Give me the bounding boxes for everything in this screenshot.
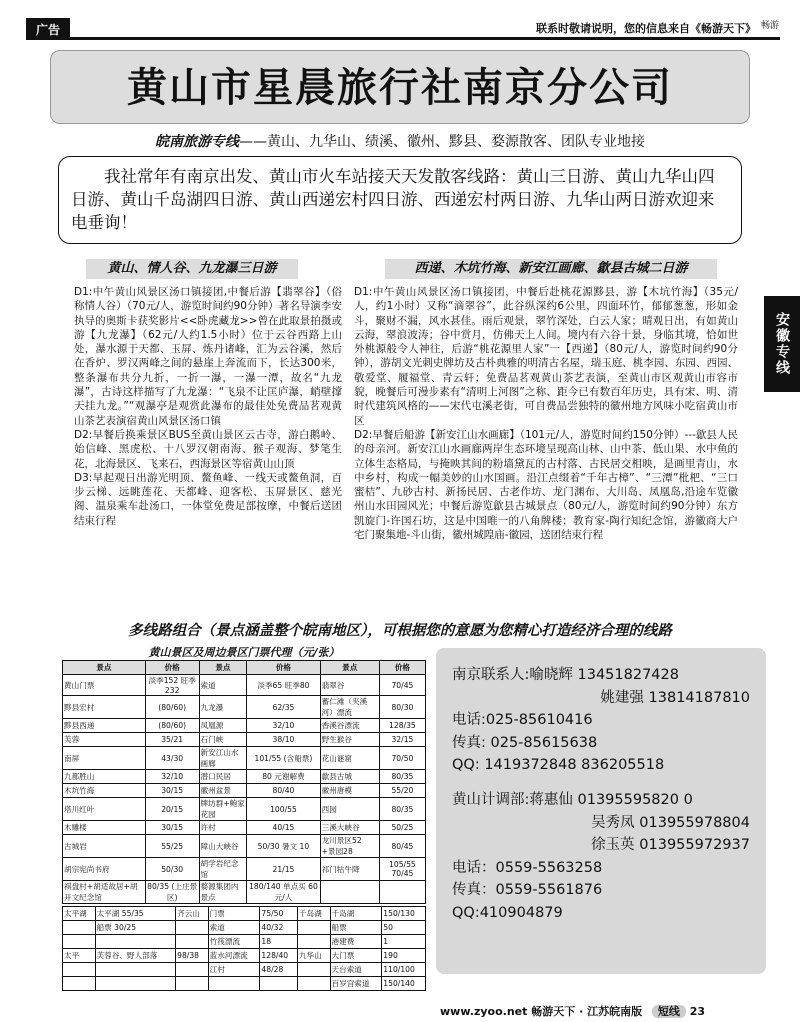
table-row [63, 784, 426, 798]
table-cell: 港建费 [330, 935, 382, 949]
table-row [63, 881, 426, 904]
table-cell: 祺盘村+胡适故居+胡开文纪念馆 [63, 881, 146, 904]
table-row [63, 719, 426, 733]
table-cell: 43/30 [145, 747, 199, 770]
route1-day1: D1:中午黄山风景区汤口镇接团,中餐后游【翡翠谷】（俗称情人谷）（70元/人，游览时间约90分钟）著名导演李安执导的奥斯卡获奖影片<<卧虎藏龙>>曾在此取景拍摄或游【九龙瀑】（62元/人约1.5小时）位于云谷西路上山处，瀑水源于天都、玉屏、炼丹诸峰，汇为云谷溪，然后在香炉、罗汉两峰之间的悬崖上奔流而下，长达300米，整条瀑布共分九折，一折一瀑，一瀑一潭，故名“九龙瀑”，古诗这样描写了九龙瀑：“飞泉不让匡庐瀑，峭壁撑天挂九龙。”“观瀑亭是观赏此瀑布的最佳处免费品茗观黄山茶艺表演宿黄山风景区汤口镇 [74, 286, 342, 427]
table-cell: 船票 [330, 921, 382, 935]
brand-logo-icon: 畅游 [760, 21, 779, 31]
table-cell: 九都胜山 [63, 770, 146, 784]
table-row [63, 696, 426, 719]
route2-day1: D1:中午黄山风景区汤口镇接团，中餐后赴桃花源黟县，游【木坑竹海】（35元/人，约1小时）又称“滴翠谷”，此谷纵深约6公里，四面环竹，郁郁葱葱，形如金斗，聚财不漏，风水甚佳。雨后观景，翠竹深处，白云人家；晴观日出，有如黄山云海，翠浪波涛；谷中赏月，仿佛天上人间。境内有六谷十景，身临其境，恰如世外桃源般令人神往，后游“桃花源里人家”一【西递】（80元/人，游览时间约90分钟），游胡文光刺史牌坊及古朴典雅的明清古名屋，瑞玉庭、桃李园、东园、西园、敬爱堂、履福堂、青云轩；免费品茗观黄山茶艺表演，至黄山市区观黄山市容市貌，晚餐后可漫步素有“清明上河图”之称、距今已有数百年历史，具有宋、明、清时代建筑风格的——宋代屯溪老街，可自费品尝独特的徽州地方风味小吃宿黄山市区 [354, 286, 738, 427]
subtitle [0, 131, 800, 151]
table-cell: 50/25 [379, 821, 425, 835]
hs-contact-3: 徐玉英 013955972937 [591, 837, 750, 854]
table-cell: 21/15 [247, 858, 320, 881]
table-cell: 徽州唐模 [320, 784, 379, 798]
table-cell: 千岛湖 [297, 907, 330, 921]
table-cell: 105/55 70/45 [379, 858, 425, 881]
route2-column [354, 285, 738, 542]
table-cell: 100/55 [247, 798, 320, 821]
table-cell: 128/40 [260, 949, 298, 963]
intro-box [58, 156, 742, 244]
ticket-table-extra [62, 906, 426, 991]
table-cell [63, 977, 96, 991]
table-row [63, 935, 426, 949]
table-cell: 70/45 [379, 675, 425, 696]
table-cell: 芙蓉谷、野人部落 [95, 949, 176, 963]
table-cell: 20/15 [145, 798, 199, 821]
header-note: 联系时敬请说明，您的信息来自《畅游天下》 [536, 22, 756, 35]
table-cell: 32/15 [379, 733, 425, 747]
table-cell: 80 元谢解费 [247, 770, 320, 784]
table-cell: 75/50 [260, 907, 298, 921]
table-cell: 齐云山 [176, 907, 209, 921]
table-cell: 歙县古城 [320, 770, 379, 784]
table-cell: 索道 [208, 921, 260, 935]
page-title: 黄山市星晨旅行社南京分公司 [50, 50, 750, 124]
table-cell: 80/35 [379, 770, 425, 784]
table-cell: 黟县宏村 [63, 696, 146, 719]
table-cell [63, 921, 96, 935]
table-cell: 30/15 [145, 821, 199, 835]
table-cell: (80/60) [145, 719, 199, 733]
nj-qq: QQ: 1419372848 836205518 [452, 757, 665, 774]
table-row [63, 963, 426, 977]
table-cell: 80/40 [247, 784, 320, 798]
table-cell: 竹筏漂流 [208, 935, 260, 949]
table-cell: 110/100 [382, 963, 426, 977]
nj-tel: 电话:025-85610416 [452, 712, 593, 729]
hs-fax: 传真：0559-5561876 [452, 882, 603, 899]
table-cell: 55/20 [379, 784, 425, 798]
table-cell: 35/21 [145, 733, 199, 747]
table-cell: 38/10 [247, 733, 320, 747]
table-header-cell: 价格 [145, 661, 199, 675]
table-cell: 船票 30/25 [95, 921, 176, 935]
table-row [63, 921, 426, 935]
table-cell: 九龙瀑 [199, 696, 247, 719]
table-cell: 九华山 [297, 949, 330, 963]
route1-column [74, 285, 342, 528]
table-cell: 牌坊群+鲍家花园 [200, 799, 245, 819]
route1-day2: D2:早餐后换乘景区BUS至黄山景区云古寺，游白鹅岭、始信峰、黑虎松、十八罗汉朝南海、猴子观海、梦笔生花，北海景区、飞来石，西海景区等宿黄山山顶 [74, 428, 342, 470]
table-cell: 新安江山水画廊 [199, 747, 247, 770]
table-cell: 55/25 [145, 835, 199, 858]
table-cell: 天台索道 [330, 963, 382, 977]
table-cell: 障山大峡谷 [199, 835, 247, 858]
table-row [63, 949, 426, 963]
table-cell: 翡翠谷 [320, 675, 379, 696]
subtitle-label: 皖南旅游专线 [155, 134, 239, 150]
table-cell: 80/35 (上庄景区) [147, 882, 198, 902]
table-row [63, 733, 426, 747]
table-cell: 野生猴谷 [320, 733, 379, 747]
table-cell: 太平 [63, 949, 96, 963]
table-cell: 许村 [199, 821, 247, 835]
table-cell: 32/10 [247, 719, 320, 733]
table-cell: 百岁宫索道 [330, 977, 382, 991]
table-cell: 潜口民居 [199, 770, 247, 784]
nj-contact: 南京联系人:喻晓辉 13451827428 [452, 667, 679, 683]
table-cell: (80/60) [145, 696, 199, 719]
subtitle-rest: ——黄山、九华山、绩溪、徽州、黟县、婺源散客、团队专业地接 [239, 134, 645, 150]
table-cell [176, 921, 209, 935]
table-cell: 千岛湖 [330, 907, 382, 921]
table-row [63, 770, 426, 784]
table-cell [176, 935, 209, 949]
hs-contact: 黄山计调部:蒋惠仙 01395595820 0 [452, 791, 693, 808]
table-cell: 婺源集团内景点 [199, 881, 247, 904]
table-row [63, 821, 426, 835]
table-cell: 西园 [320, 798, 379, 821]
hs-tel: 电话：0559-5563258 [452, 859, 603, 876]
table-cell: 淡季65 旺季80 [247, 675, 320, 696]
table-cell: 祁门牯牛降 [320, 858, 379, 881]
table-row [63, 798, 426, 821]
table-header-row [63, 661, 426, 675]
footer-section: 短线 [652, 1005, 686, 1018]
table-cell: 塔川红叶 [63, 798, 146, 821]
table-row [63, 675, 426, 696]
footer-url[interactable]: www.zyoo.net [440, 1005, 528, 1018]
table-cell: 50/30 暑文 10 [247, 835, 320, 858]
footer [440, 1003, 705, 1019]
route1-day3: D3:早起观日出游光明顶、鳌鱼峰、一线天或鳌鱼洞，百步云梯、远眺莲花、天都峰、迎客松、玉屏景区、慈光阁、温泉乘车赴汤口，一体堂免费足部按摩，中餐后送团结束行程 [74, 471, 342, 527]
table-cell: 18 [260, 935, 298, 949]
table-cell: 蓝水河漂流 [208, 949, 260, 963]
table-cell: 50/30 [145, 858, 199, 881]
side-tab: 安徽专线 [764, 296, 800, 392]
table-cell: 黟县西递 [63, 719, 146, 733]
route1-heading: 黄山、情人谷、九龙瀑三日游 [86, 259, 298, 279]
table-cell: 30/15 [145, 784, 199, 798]
table-cell: 南屏 [63, 747, 146, 770]
table-header-cell: 价格 [379, 661, 425, 675]
intro-text: 我社常年有南京出发、黄山市火车站接天天发散客线路：黄山三日游、黄山九华山四日游、黄山千岛湖四日游、黄山西递宏村四日游、西递宏村两日游、九华山两日游欢迎来电垂询！ [71, 167, 715, 232]
table-cell: 太平湖 55/35 [95, 907, 176, 921]
table-header-cell: 景点 [320, 661, 379, 675]
table-row [63, 747, 426, 770]
ticket-table-box [62, 644, 426, 989]
table-cell: 木坑竹海 [63, 784, 146, 798]
route2-day2: D2:早餐后船游【新安江山水画廊】（101元/人，游览时间约150分钟）---歙县人民的母亲河。新安江山水画廊两岸生态环境呈现高山林、山中茶、低山果、水中鱼的立体生态格局，与掩映其间的粉墙黛瓦的古村落、古民居交相映，是画里青山，水中乡村，构成一幅美妙的山水国画。沿江点缀着“千年古樟”、“三潭”枇杷、“三口蜜桔”、九砂古村、新扬民居、古老作坊、龙门渊布、大川岛、凤凰岛,沿途车览徽州山水田园风光；中餐后游览歙县古城景点（80元/人，游览时间约90分钟）东方凯旋门-许国石坊，这是中国唯一的八角牌楼；教育家-陶行知纪念馆，游徽商大户宅门聚集地-斗山街，徽州城隍庙-徽园，送团结束行程 [354, 428, 738, 542]
ticket-table-title: 黄山景区及周边景区门票代理（元/张） [148, 646, 340, 659]
table-cell: 80/45 [379, 835, 425, 858]
table-cell: 48/28 [260, 963, 298, 977]
table-cell [379, 881, 425, 904]
table-cell: 索道 [199, 675, 247, 696]
table-cell [176, 977, 209, 991]
table-cell [297, 977, 330, 991]
table-cell: 180/140 单点买 60 元/人 [247, 881, 320, 904]
contact-box [436, 648, 766, 974]
route2-heading: 西递、木坑竹海、新安江画廊、歙县古城二日游 [385, 259, 717, 279]
nj-fax: 传真: 025-85615638 [452, 734, 598, 751]
ad-tag: 广告 [26, 18, 70, 37]
table-cell: 98/38 [176, 949, 209, 963]
table-cell: 128/35 [379, 719, 425, 733]
table-cell: 40/32 [260, 921, 298, 935]
table-cell [63, 935, 96, 949]
table-cell: 胡学岩纪念馆 [199, 858, 247, 881]
table-cell: 太平湖 [63, 907, 96, 921]
table-row [63, 858, 426, 881]
multi-line-banner: 多线路组合（景点涵盖整个皖南地区），可根据您的意愿为您精心打造经济合理的线路 [128, 623, 672, 639]
table-cell [320, 881, 379, 904]
table-cell: 32/10 [145, 770, 199, 784]
hs-contact-2: 吴秀凤 013955978804 [591, 814, 750, 831]
table-cell: 150/140 [382, 977, 426, 991]
footer-brand: 畅游天下 · 江苏皖南版 [531, 1005, 643, 1018]
table-cell [208, 977, 260, 991]
table-cell: 门票 [208, 907, 260, 921]
page-number: 23 [689, 1005, 706, 1018]
table-row [63, 835, 426, 858]
table-cell [63, 963, 96, 977]
table-row [63, 907, 426, 921]
table-cell: 1 [382, 935, 426, 949]
table-header-cell: 景点 [199, 661, 247, 675]
table-cell [260, 977, 298, 991]
table-cell: 淡季152 旺季232 [145, 675, 199, 696]
table-cell: 大门票 [330, 949, 382, 963]
hs-qq: QQ:410904879 [452, 904, 563, 921]
table-cell: 三溪大峡谷 [320, 821, 379, 835]
nj-contact-2: 姚建强 13814187810 [600, 689, 750, 706]
table-cell [95, 963, 176, 977]
top-bar [26, 18, 780, 40]
table-cell: 70/50 [379, 747, 425, 770]
table-cell: 80/30 [379, 696, 425, 719]
table-cell: 江村 [208, 963, 260, 977]
table-cell: 40/15 [247, 821, 320, 835]
table-header-cell: 景点 [63, 661, 146, 675]
table-cell: 古城岩 [63, 835, 146, 858]
table-cell: 黄山门票 [63, 675, 146, 696]
table-cell [176, 963, 209, 977]
table-cell [95, 935, 176, 949]
table-row [63, 977, 426, 991]
table-cell [95, 977, 176, 991]
table-cell [297, 935, 330, 949]
table-cell: 190 [382, 949, 426, 963]
table-cell: 胡宗宪尚书府 [63, 858, 146, 881]
table-cell: 石门峡 [199, 733, 247, 747]
table-cell: 150/130 [382, 907, 426, 921]
table-cell: 芙蓉 [63, 733, 146, 747]
table-header-cell: 价格 [247, 661, 320, 675]
table-cell: 凤凰源 [199, 719, 247, 733]
table-cell: 龙川景区52 +景园28 [320, 835, 379, 858]
table-cell [297, 921, 330, 935]
table-cell: 50 [382, 921, 426, 935]
table-cell: 木雕楼 [63, 821, 146, 835]
table-cell: 徽州盆景 [199, 784, 247, 798]
table-cell: 80/35 [379, 798, 425, 821]
table-cell [297, 963, 330, 977]
table-cell: 花山谜窟 [320, 747, 379, 770]
table-cell: 101/55 (含船票) [247, 747, 320, 770]
table-cell: 62/35 [247, 696, 320, 719]
table-cell: 香溪谷漂流 [320, 719, 379, 733]
table-cell: 蓄仁滩（夹溪河）漂流 [320, 696, 379, 719]
ticket-table [62, 660, 426, 904]
